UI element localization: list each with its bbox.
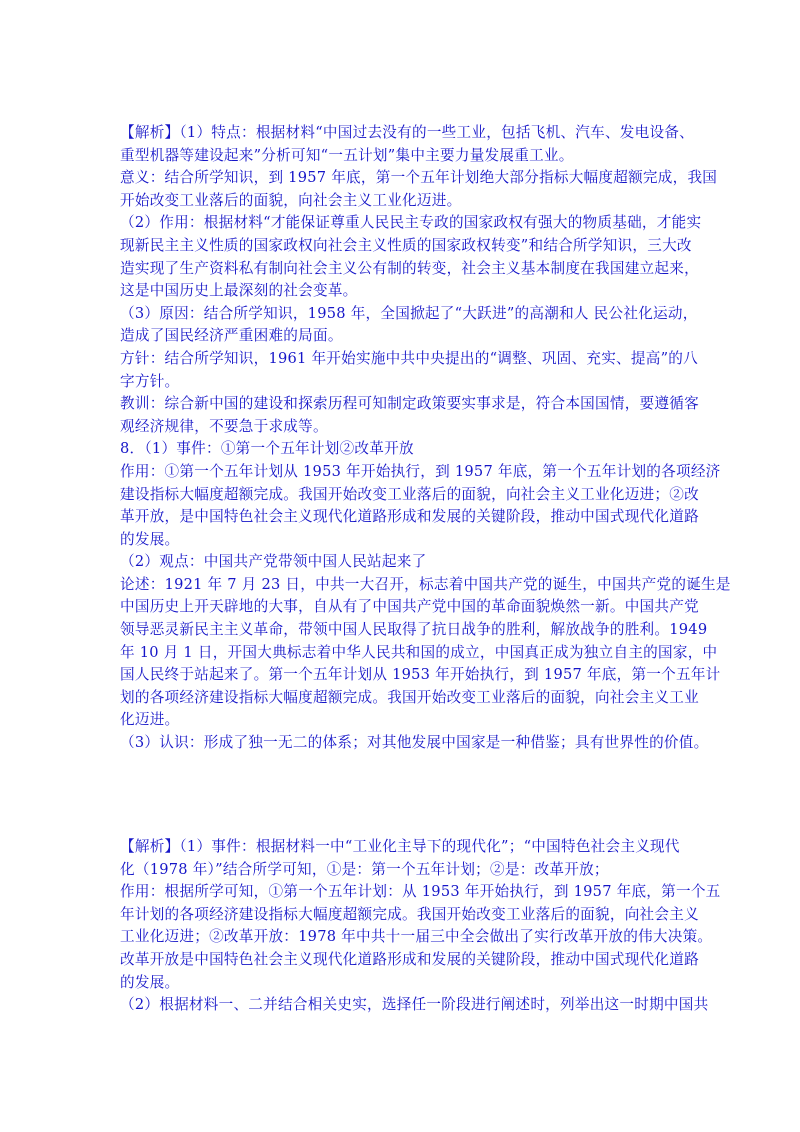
text-line: （3）原因：结合所学知识，1958 年，全国掀起了“大跃进”的高潮和人 民公社化运动，: [120, 304, 698, 322]
text-line: 的发展。: [120, 530, 180, 548]
text-line: 国人民终于站起来了。第一个五年计划从 1953 年开始执行，到 1957 年底，第一个五年计: [120, 666, 721, 684]
text-line: 年计划的各项经济建设指标大幅度超额完成。我国开始改变工业落后的面貌，向社会主义: [120, 905, 699, 923]
text-line: 领导恶灵新民主主义革命，带领中国人民取得了抗日战争的胜利，解放战争的胜利。1949: [120, 621, 708, 639]
text-line: 意义：结合所学知识，到 1957 年底，第一个五年计划绝大部分指标大幅度超额完成，我国: [120, 169, 718, 187]
text-line: 开始改变工业落后的面貌，向社会主义工业化迈进。: [120, 191, 462, 209]
text-line: 论述：1921 年 7 月 23 日，中共一大召开，标志着中国共产党的诞生，中国共产党的诞生是: [120, 575, 731, 593]
text-line: 建设指标大幅度超额完成。我国开始改变工业落后的面貌，向社会主义工业化迈进；②改: [120, 485, 699, 503]
text-line: （2）观点：中国共产党带领中国人民站起来了: [120, 553, 427, 571]
analysis-section-2: [120, 836, 721, 1017]
text-line: 造实现了生产资料私有制向社会主义公有制的转变，社会主义基本制度在我国建立起来，: [120, 259, 699, 277]
question-8-line: 8．（1）事件：①第一个五年计划②改革开放: [120, 440, 414, 458]
text-line: 化迈进。: [120, 711, 180, 729]
text-line: 【解析】（1）事件：根据材料一中“工业化主导下的现代化”；“中国特色社会主义现代: [120, 838, 680, 855]
text-line: 方针：结合所学知识，1961 年开始实施中共中央提出的“调整、巩固、充实、提高”的八: [120, 349, 698, 367]
text-line: 工业化迈进；②改革开放：1978 年中共十一届三中全会做出了实行改革开放的伟大决策。: [120, 928, 713, 946]
text-line: （3）认识：形成了独一无二的体系；对其他发展中国家是一种借鉴；具有世界性的价值。: [120, 734, 709, 752]
analysis-section-1: [120, 122, 731, 755]
text-line: 重型机器等建设起来”分析可知“一五计划”集中主要力量发展重工业。: [120, 146, 574, 164]
text-line: 年 10 月 1 日，开国大典标志着中华人民共和国的成立，中国真正成为独立自主的国家，中: [120, 643, 718, 661]
text-line: 观经济规律，不要急于求成等。: [120, 417, 328, 435]
text-line: 【解析】（1）特点：根据材料“中国过去没有的一些工业，包括飞机、汽车、发电设备、: [120, 124, 695, 141]
text-line: （2）作用：根据材料“才能保证尊重人民民主专政的国家政权有强大的物质基础，才能实: [120, 214, 702, 232]
text-line: 化（1978 年）”结合所学可知，①是：第一个五年计划；②是：改革开放；: [120, 860, 609, 878]
text-line: 这是中国历史上最深刻的社会变革。: [120, 282, 358, 300]
text-line: （2）根据材料一、二并结合相关史实，选择任一阶段进行阐述时，列举出这一时期中国共: [120, 996, 709, 1014]
text-line: 作用：①第一个五年计划从 1953 年开始执行，到 1957 年底，第一个五年计划的各项经济: [120, 462, 721, 480]
text-line: 造成了国民经济严重困难的局面。: [120, 327, 343, 345]
text-line: 作用：根据所学可知，①第一个五年计划：从 1953 年开始执行，到 1957 年底，第一个五: [120, 883, 721, 901]
text-line: 划的各项经济建设指标大幅度超额完成。我国开始改变工业落后的面貌，向社会主义工业: [120, 688, 699, 706]
text-line: 革开放，是中国特色社会主义现代化道路形成和发展的关键阶段，推动中国式现代化道路: [120, 508, 699, 526]
text-line: 教训：综合新中国的建设和探索历程可知制定政策要实事求是，符合本国国情，要遵循客: [120, 395, 699, 413]
text-line: 的发展。: [120, 973, 180, 991]
text-line: 中国历史上开天辟地的大事，自从有了中国共产党中国的革命面貌焕然一新。中国共产党: [120, 598, 699, 616]
text-line: 改革开放是中国特色社会主义现代化道路形成和发展的关键阶段，推动中国式现代化道路: [120, 950, 699, 968]
text-line: 现新民主主义性质的国家政权向社会主义性质的国家政权转变”和结合所学知识，三大改: [120, 236, 692, 254]
text-line: 字方针。: [120, 372, 180, 390]
